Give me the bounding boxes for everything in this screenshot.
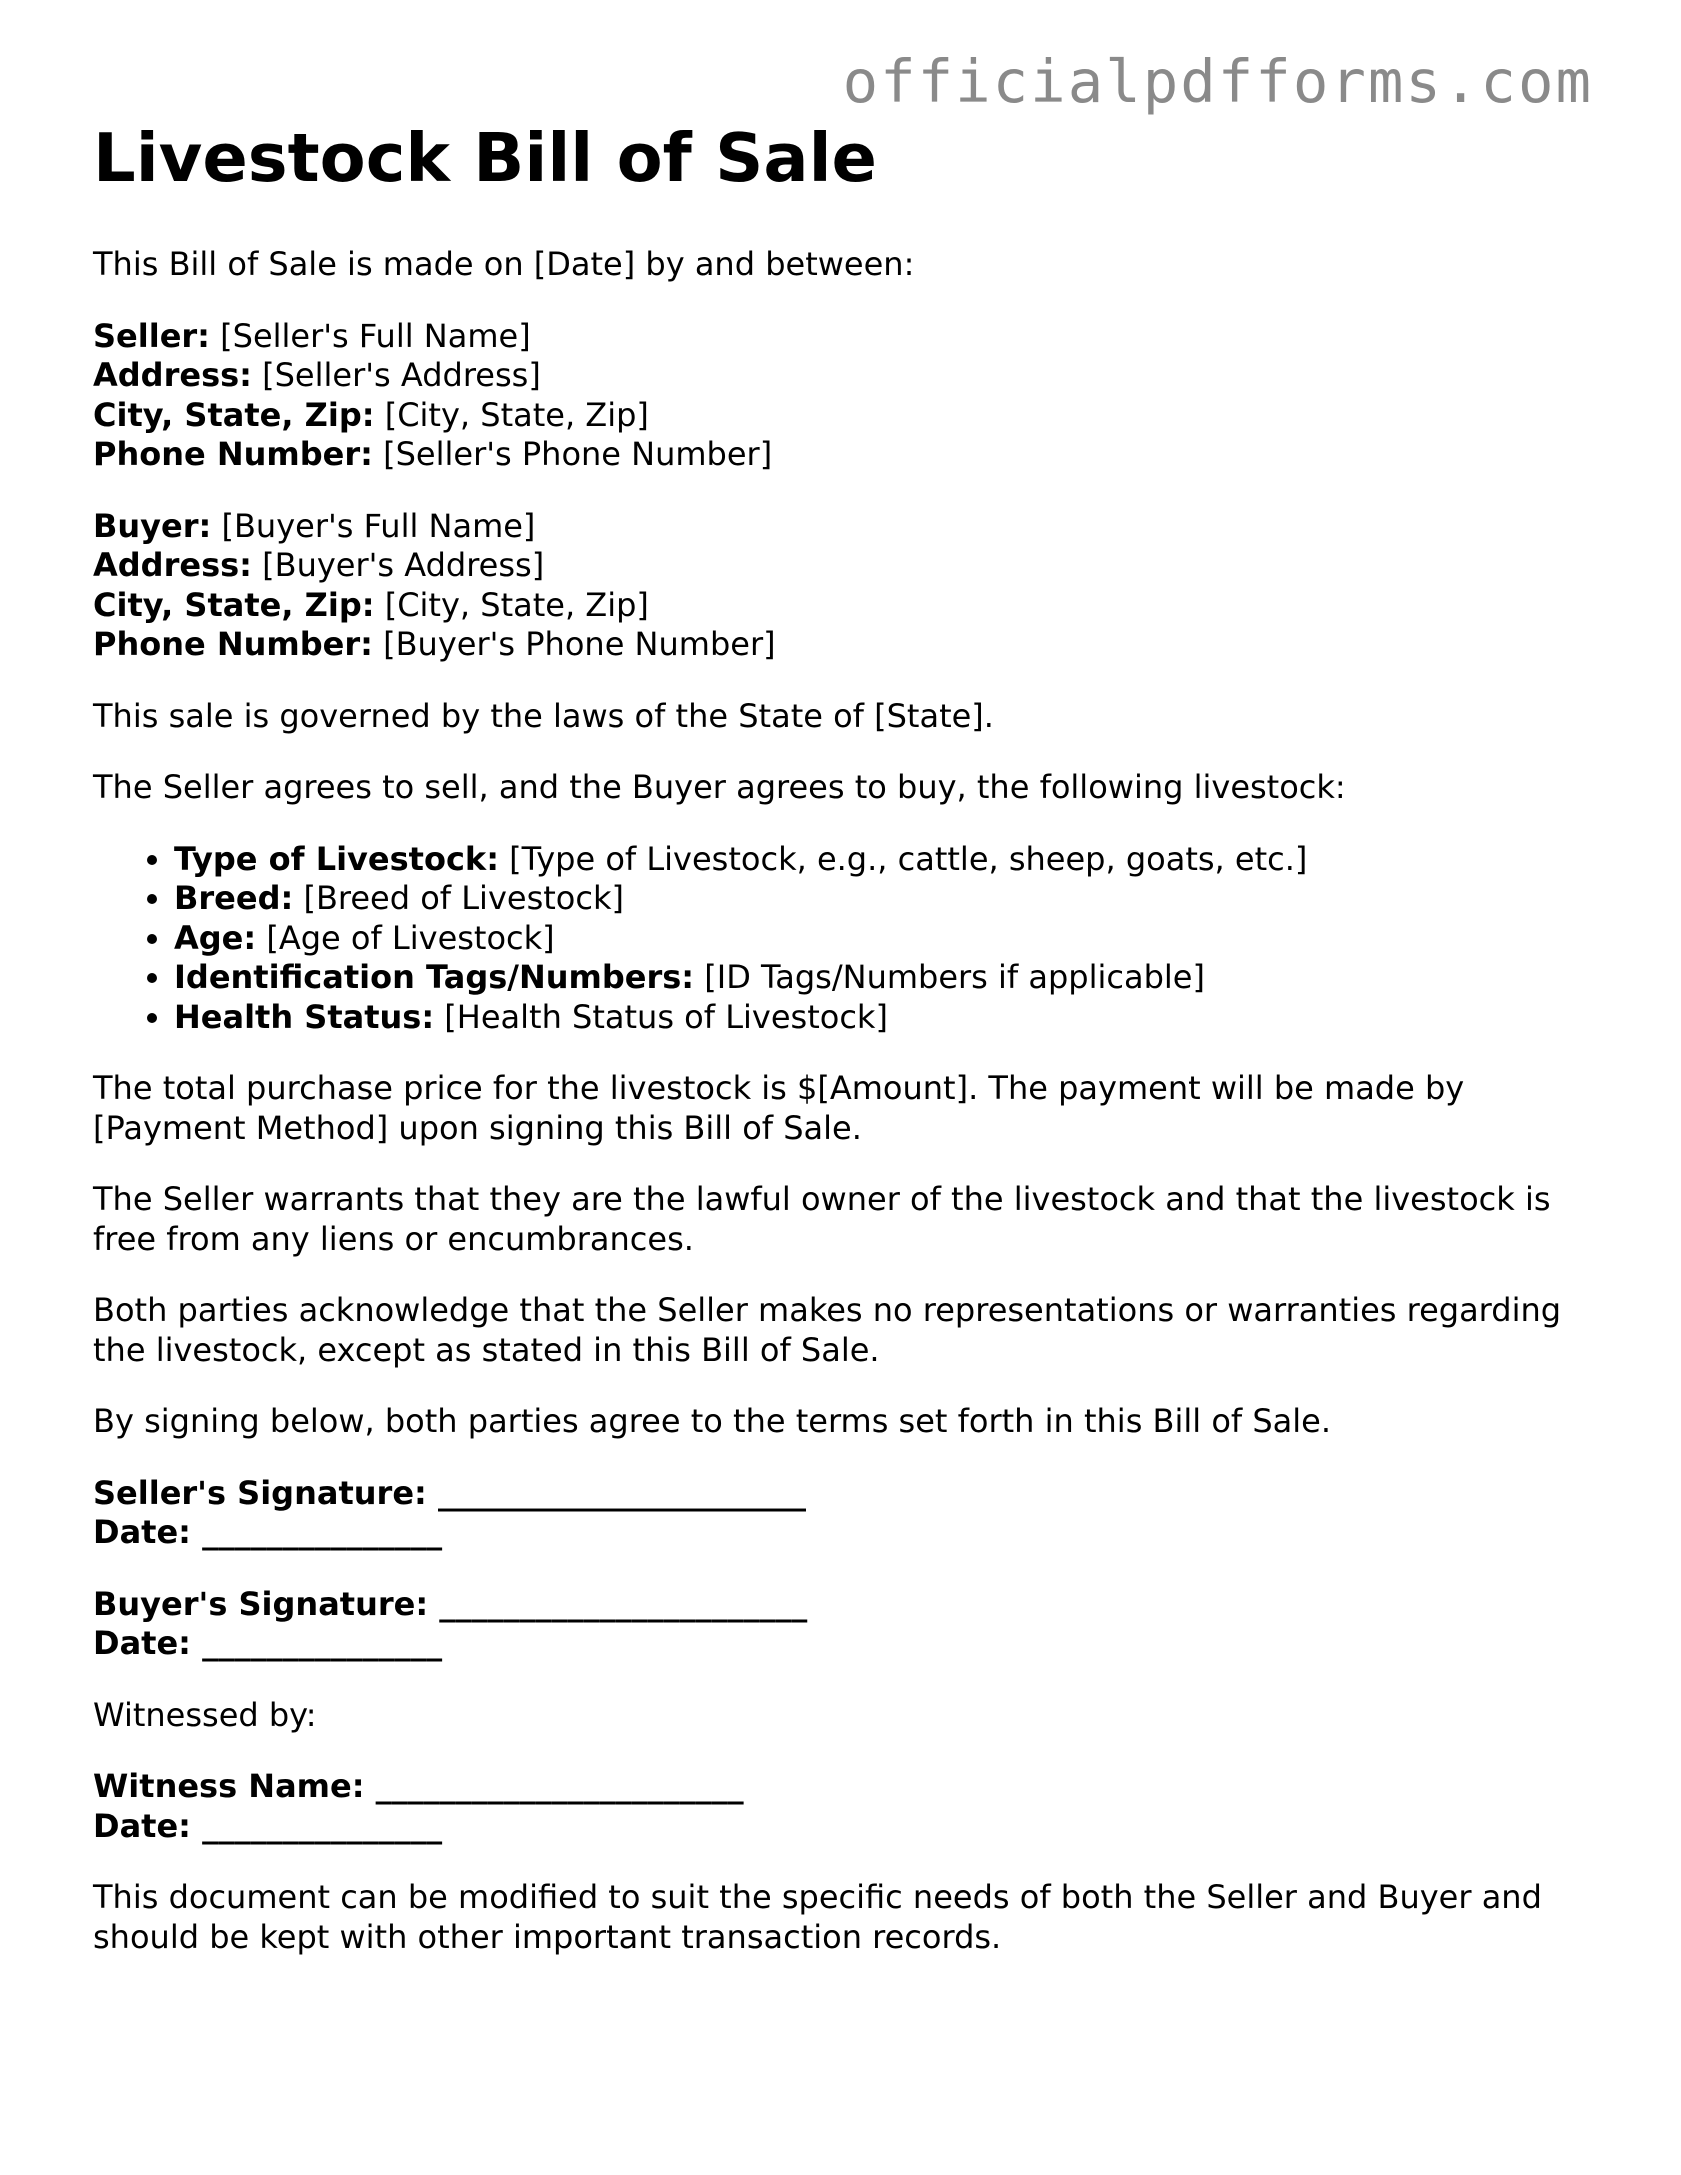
document-title: Livestock Bill of Sale <box>93 119 877 197</box>
witness-date-line <box>93 1807 1593 1847</box>
closing-paragraph: This document can be modified to suit the specific needs of both the Seller and Buyer and should be kept with other important transaction records. <box>93 1878 1542 1956</box>
buyer-signature-label: Buyer's Signature: <box>93 1584 429 1623</box>
livestock-breed-value: [Breed of Livestock] <box>303 879 624 917</box>
agreement-paragraph: The Seller agrees to sell, and the Buyer agrees to buy, the following livestock: <box>93 768 1346 806</box>
signing-paragraph: By signing below, both parties agree to the terms set forth in this Bill of Sale. <box>93 1402 1332 1440</box>
witness-date-label: Date: <box>93 1806 191 1845</box>
buyer-name-line <box>93 507 1593 547</box>
seller-signature-line <box>93 1474 1593 1514</box>
witness-name-line <box>93 1767 1593 1807</box>
livestock-breed-label: Breed: <box>174 879 294 917</box>
buyer-signature-block <box>93 1585 1593 1664</box>
witness-signature-block <box>93 1767 1593 1846</box>
buyer-name-value: [Buyer's Full Name] <box>221 506 536 545</box>
seller-address-label: Address: <box>93 356 252 394</box>
seller-name-label: Seller: <box>93 316 210 355</box>
seller-date-label: Date: <box>93 1513 191 1551</box>
seller-address-value: [Seller's Address] <box>262 356 541 394</box>
price-paragraph: The total purchase price for the livestock is $[Amount]. The payment will be made by [Payment Method] upon signing this Bill of Sale. <box>93 1069 1465 1147</box>
seller-date-field: _______________ <box>202 1513 443 1551</box>
buyer-signature-field: _______________________ <box>439 1584 808 1623</box>
livestock-age-value: [Age of Livestock] <box>266 918 555 957</box>
seller-city-label: City, State, Zip: <box>93 395 375 434</box>
livestock-id-tags-value: [ID Tags/Numbers if applicable] <box>704 958 1205 996</box>
seller-phone-line <box>93 435 1593 475</box>
intro-paragraph: This Bill of Sale is made on [Date] by and between: <box>93 245 915 283</box>
buyer-date-field: _______________ <box>202 1624 443 1662</box>
seller-phone-value: [Seller's Phone Number] <box>383 435 773 473</box>
seller-signature-field: _______________________ <box>437 1473 806 1512</box>
witness-name-label: Witness Name: <box>93 1767 365 1805</box>
governing-law-paragraph: This sale is governed by the laws of the State of [State]. <box>93 696 994 735</box>
seller-name-line <box>93 317 1593 357</box>
witnessed-by-text: Witnessed by: <box>93 1695 317 1734</box>
livestock-item-breed <box>174 879 1593 919</box>
buyer-phone-line <box>93 625 1593 665</box>
seller-phone-label: Phone Number: <box>93 435 373 473</box>
buyer-block <box>93 507 1593 665</box>
seller-block <box>93 317 1593 475</box>
livestock-item-type <box>174 840 1593 880</box>
livestock-id-tags-label: Identification Tags/Numbers: <box>174 958 695 996</box>
warranty-paragraph: The Seller warrants that they are the lawful owner of the livestock and that the livestock is free from any liens or encumbrances. <box>93 1180 1551 1258</box>
buyer-city-value: [City, State, Zip] <box>384 585 649 624</box>
buyer-city-line <box>93 586 1593 626</box>
seller-city-line <box>93 396 1593 436</box>
buyer-city-label: City, State, Zip: <box>93 585 375 624</box>
buyer-phone-value: [Buyer's Phone Number] <box>383 625 776 663</box>
buyer-phone-label: Phone Number: <box>93 625 373 663</box>
seller-city-value: [City, State, Zip] <box>384 395 649 434</box>
livestock-health-label: Health Status: <box>174 997 435 1036</box>
livestock-item-id-tags <box>174 958 1593 998</box>
watermark: officialpdfforms.com <box>842 47 1593 116</box>
acknowledgment-paragraph: Both parties acknowledge that the Seller makes no representations or warranties regarding the livestock, except as stated in this Bill of Sale. <box>93 1291 1562 1369</box>
livestock-type-label: Type of Livestock: <box>174 839 499 878</box>
seller-date-line <box>93 1513 1593 1553</box>
livestock-age-label: Age: <box>174 918 257 957</box>
buyer-date-label: Date: <box>93 1624 191 1662</box>
livestock-item-health <box>174 998 1593 1038</box>
buyer-address-line <box>93 546 1593 586</box>
witness-name-field: _______________________ <box>375 1767 744 1805</box>
seller-signature-label: Seller's Signature: <box>93 1473 427 1512</box>
livestock-health-value: [Health Status of Livestock] <box>444 997 888 1036</box>
seller-signature-block <box>93 1474 1593 1553</box>
witness-date-field: _______________ <box>202 1806 443 1845</box>
livestock-type-value: [Type of Livestock, e.g., cattle, sheep, goats, etc.] <box>509 839 1308 878</box>
buyer-name-label: Buyer: <box>93 506 212 545</box>
livestock-list <box>93 840 1593 1038</box>
livestock-item-age <box>174 919 1593 959</box>
document-body <box>93 118 1593 1989</box>
buyer-address-value: [Buyer's Address] <box>262 546 545 584</box>
buyer-signature-line <box>93 1585 1593 1625</box>
seller-address-line <box>93 356 1593 396</box>
seller-name-value: [Seller's Full Name] <box>220 316 531 355</box>
buyer-address-label: Address: <box>93 546 252 584</box>
buyer-date-line <box>93 1624 1593 1664</box>
